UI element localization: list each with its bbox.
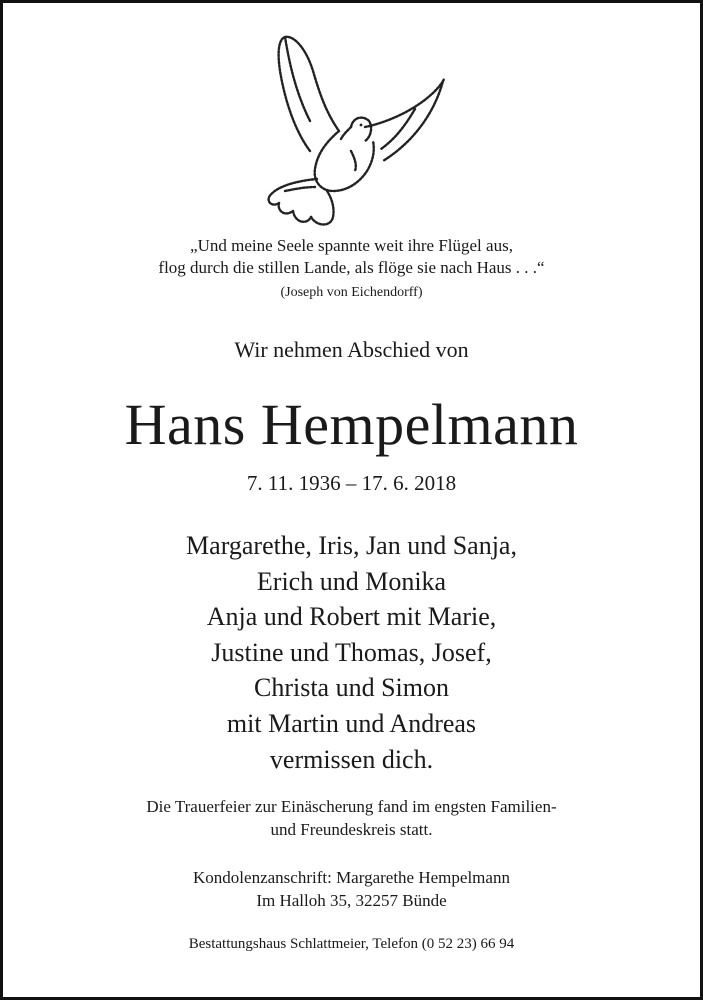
ceremony-line: und Freundeskreis statt. <box>270 820 433 839</box>
mourner-line: Anja und Robert mit Marie, <box>206 602 497 632</box>
mourner-line: Erich und Monika <box>256 566 447 596</box>
mourner-line: Margarethe, Iris, Jan und Sanja, <box>186 531 517 560</box>
condolence-address <box>3 866 700 912</box>
quote-author: (Joseph von Eichendorff) <box>280 285 423 300</box>
mourner-line: vermissen dich. <box>269 744 434 774</box>
mourner-line: mit Martin und Andreas <box>226 708 477 738</box>
address-line: Kondolenzanschrift: Margarethe Hempelmann <box>193 868 510 887</box>
eichendorff-quote <box>3 235 700 279</box>
intro-text: Wir nehmen Abschied von <box>234 337 469 362</box>
dove-icon <box>255 31 455 231</box>
mourner-line: Justine und Thomas, Josef, <box>211 637 492 667</box>
funeral-home: Bestattungshaus Schlattmeier, Telefon (0 52 23) 66 94 <box>188 936 515 952</box>
deceased-name: Hans Hempelmann <box>124 392 579 457</box>
mourners-list <box>3 528 700 777</box>
ceremony-line: Die Trauerfeier zur Einäscherung fand im engsten Familien- <box>146 797 557 816</box>
quote-line: „Und meine Seele spannte weit ihre Flügel aus, <box>190 236 513 255</box>
quote-line: flog durch die stillen Lande, als flöge sie nach Haus . . .“ <box>158 258 545 277</box>
ceremony-note <box>3 795 700 841</box>
address-line: Im Halloh 35, 32257 Bünde <box>256 891 447 910</box>
mourner-line: Christa und Simon <box>253 673 449 703</box>
life-dates: 7. 11. 1936 – 17. 6. 2018 <box>246 471 457 495</box>
